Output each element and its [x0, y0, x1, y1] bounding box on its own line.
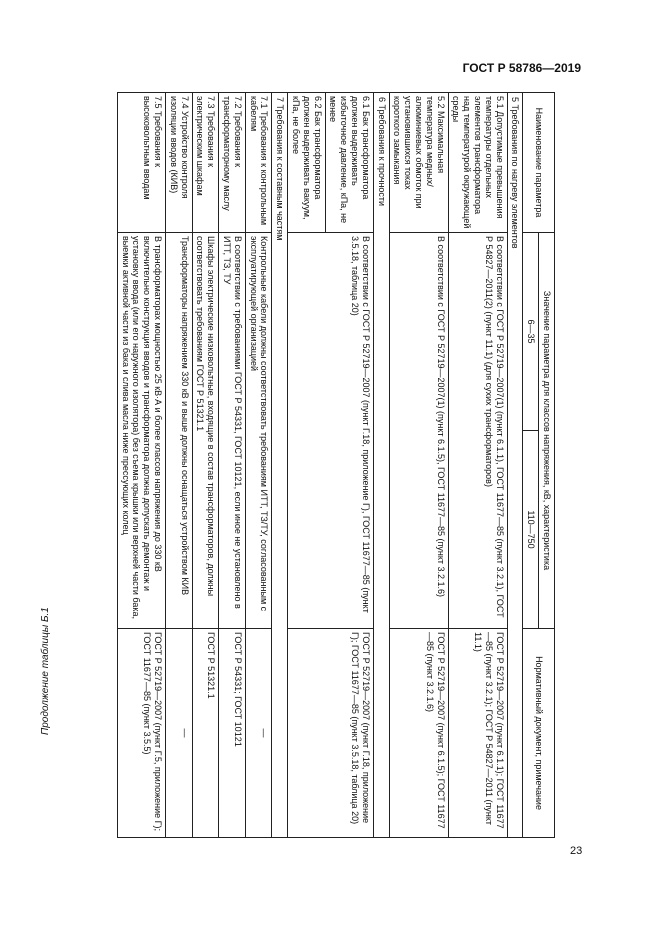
- header-class-110-750: 110—750: [523, 431, 539, 629]
- section-row: [272, 93, 288, 838]
- value-cell: Трансформаторы напряжением 330 кВ и выше должны оснащаться устройством КИВ: [166, 233, 193, 629]
- header-values-group: Значение параметра для классов напряжения, кВ, характеристика: [539, 233, 555, 629]
- table-row: [448, 93, 507, 838]
- section-title: 6 Требования к прочности: [373, 93, 389, 838]
- parameter-cell: 7.3 Требования к электрическим шкафам: [192, 93, 219, 233]
- table-row: [325, 93, 373, 838]
- header-normative-document: Нормативный документ, примечание: [523, 629, 555, 838]
- header-class-6-35: 6—35: [523, 233, 539, 431]
- table-body: [117, 93, 523, 838]
- value-cell: Шкафы электрические низковольтные, входящие в состав трансформаторов, должны соответствовать требованиям ГОСТ Р 51321.1: [192, 233, 219, 629]
- parameter-cell: 6.1 Бак трансформатора должен выдерживать избыточное давление, кПа, не менее: [325, 93, 373, 233]
- normative-cell: —: [166, 629, 193, 838]
- value-cell: В соответствии с ГОСТ Р 52719—2007(1) (пункт 6.1.5), ГОСТ 11677—85 (пункт 3.2.1.6): [389, 233, 448, 629]
- table-row: [166, 93, 193, 838]
- value-cell: Контрольные кабели должны соответствовать требованиям ИТТ, ТЗ/ТУ, согласованным с эксплуатирующей организацией: [245, 233, 272, 629]
- normative-cell: —: [245, 629, 272, 838]
- parameter-cell: 7.5 Требования к высоковольтным вводам: [117, 93, 165, 233]
- parameter-cell: 7.1 Требования к контрольным кабелям: [245, 93, 272, 233]
- section-title: 7 Требования к составным частям: [272, 93, 288, 838]
- section-row: [507, 93, 523, 838]
- document-code: ГОСТ Р 58786—2019: [462, 61, 581, 75]
- value-cell: В соответствии с ГОСТ Р 52719—2007 (пункт Г.18, приложение Г), ГОСТ 11677—85 (пункт 3.5.18, таблица 20): [288, 233, 374, 629]
- parameter-cell: 7.4 Устройство контроля изоляции вводов (КИВ): [166, 93, 193, 233]
- table-row: [117, 93, 165, 838]
- header-parameter-name: Наименование параметра: [523, 93, 555, 233]
- table-row: [245, 93, 272, 838]
- normative-cell: ГОСТ Р 51321.1: [192, 629, 219, 838]
- table-continuation-caption: Продолжение таблицы Б.1: [40, 607, 51, 735]
- table-row: [389, 93, 448, 838]
- value-cell: В соответствии с требованиями ГОСТ Р 54331, ГОСТ 10121, если иное не установлено в ИТТ, ТЗ, ТУ: [219, 233, 246, 629]
- rotated-table-wrapper: [109, 92, 555, 837]
- value-cell: В трансформаторах мощностью 25 кВ·А и более классов напряжения до 330 кВ включительно конструкция вводов и трансформатора должна допускать демонтаж и установку ввода (или его наружного изолятора) без съема крышки или верхней части бака, выемки активной части из бака и слива масла ниже прессующих колец: [117, 233, 165, 629]
- parameter-cell: 5.2 Максимальная температура медных/алюминиевых обмоток при установившихся токах короткого замыкания: [389, 93, 448, 233]
- value-cell: В соответствии с ГОСТ Р 52719—2007(1) (пункт 6.1.1), ГОСТ 11677—85 (пункт 3.2.1), ГОСТ Р 54827—2011(2) (пункт 11.1) (для сухих трансформаторов): [448, 233, 507, 629]
- normative-cell: ГОСТ Р 52719—2007 (пункт Г.5, приложение Г); ГОСТ 11677—85 (пункт 3.5.5): [117, 629, 165, 838]
- normative-cell: ГОСТ Р 52719—2007 (пункт 6.1.5); ГОСТ 11677—85 (пункт 3.2.1.6): [389, 629, 448, 838]
- parameter-cell: 6.2 Бак трансформатора должен выдерживать вакуум, кПа, не более: [288, 93, 325, 233]
- page-number: 23: [570, 845, 583, 857]
- parameter-cell: 7.2 Требования к трансформаторному маслу: [219, 93, 246, 233]
- section-title: 5 Требования по нагреву элементов: [507, 93, 523, 838]
- normative-cell: ГОСТ Р 52719—2007 (пункт Г.18, приложение Г); ГОСТ 11677—85 (пункт 3.5.18, таблица 20): [288, 629, 374, 838]
- table-row: [192, 93, 219, 838]
- parameter-cell: 5.1 Допустимые превышения температуры отдельных элементов трансформатора над температурой окружающей среды: [448, 93, 507, 233]
- parameters-table: [117, 92, 555, 838]
- normative-cell: ГОСТ Р 54331; ГОСТ 10121: [219, 629, 246, 838]
- normative-cell: ГОСТ Р 52719—2007 (пункт 6.1.1); ГОСТ 11677—85 (пункт 3.2.1); ГОСТ Р 54827—2011 (пункт 11.1): [448, 629, 507, 838]
- section-row: [373, 93, 389, 838]
- table-row: [219, 93, 246, 838]
